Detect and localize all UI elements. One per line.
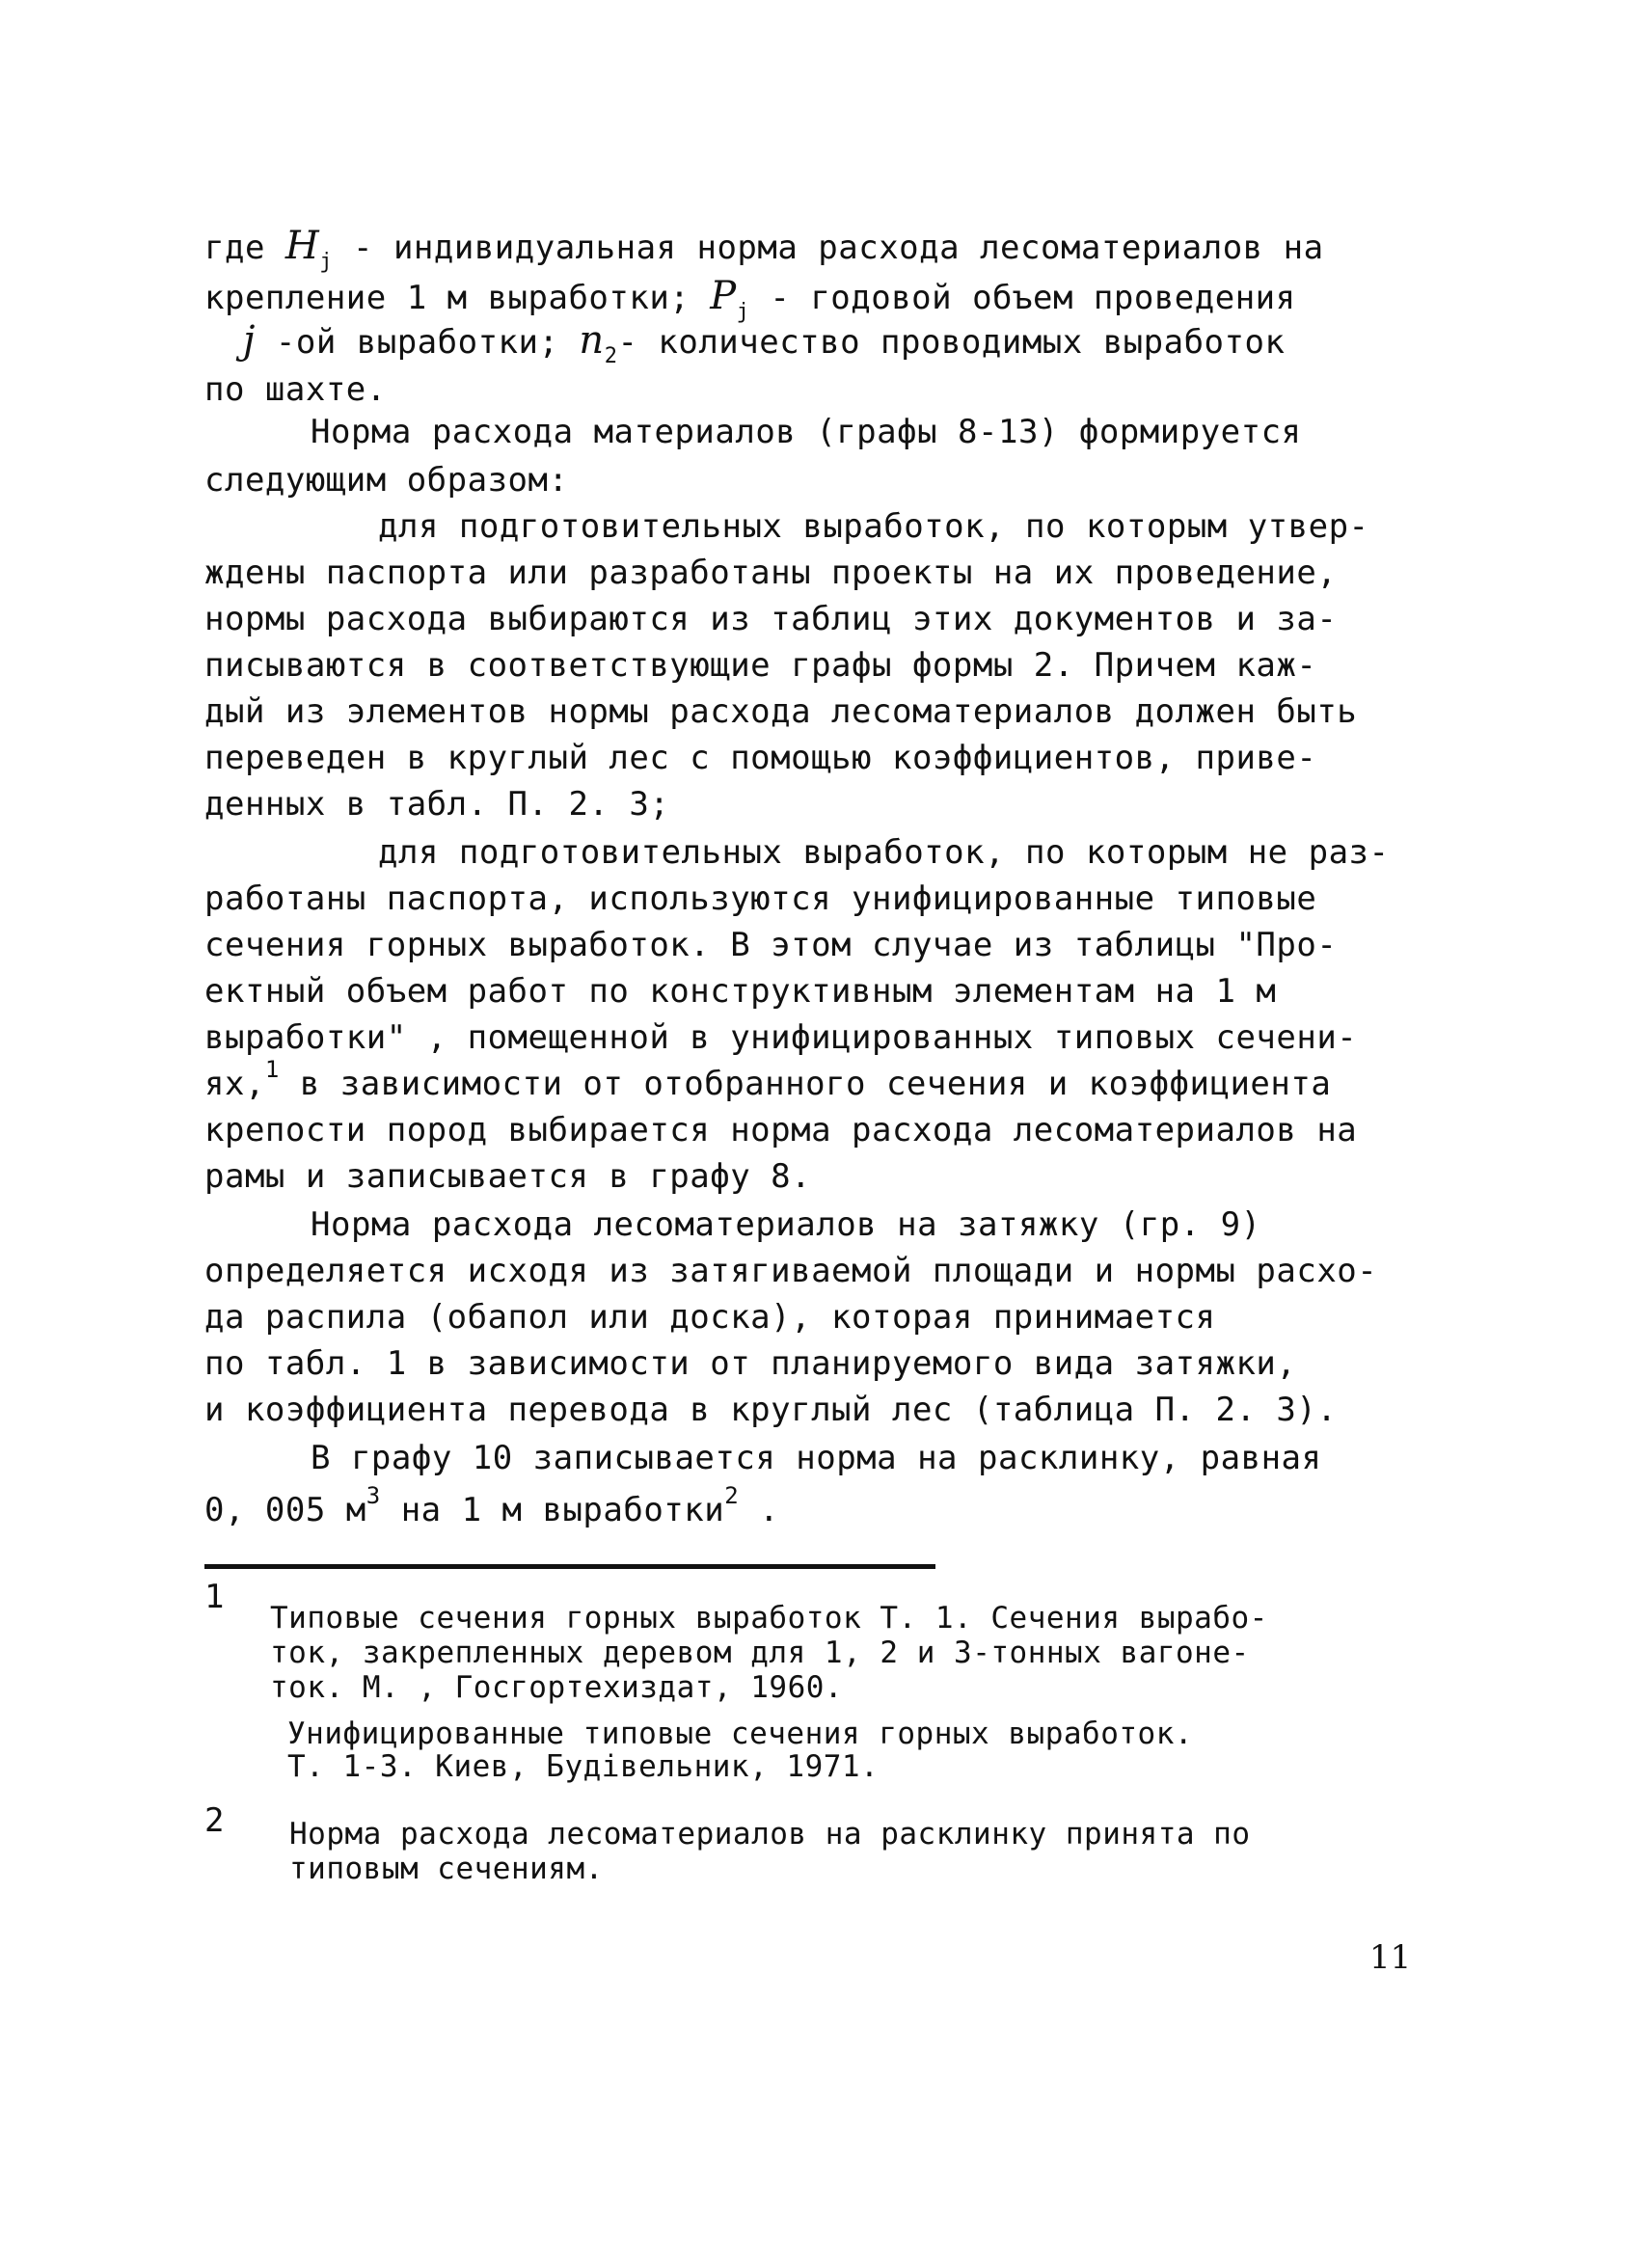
footnote-ref-2: 2 — [724, 1482, 740, 1509]
page-number: 11 — [1369, 1938, 1412, 1977]
body-line-5: Норма расхода материалов (графы 8-13) формируется — [311, 413, 1302, 451]
body-line-27: В графу 10 записывается норма на расклинку, равная — [311, 1439, 1322, 1477]
body-line-21: рамы и записывается в графу 8. — [204, 1157, 812, 1196]
body-line-2: крепление 1 м выработки; $P_j$ - годовой объем проведения — [204, 274, 1296, 324]
body-line-14: для подготовительных выработок, по которым не раз- — [378, 833, 1390, 872]
body-line-4: по шахте. — [204, 370, 387, 409]
body-line-22: Норма расхода лесоматериалов на затяжку (гр. 9) — [311, 1205, 1261, 1244]
body-line-20: крепости пород выбирается норма расхода лесоматериалов на — [204, 1111, 1358, 1149]
footnote-1-mark: 1 — [204, 1578, 225, 1616]
body-line-9: нормы расхода выбираются из таблиц этих документов и за- — [204, 600, 1338, 638]
symbol-H: H — [284, 224, 320, 268]
body-line-10: писываются в соответствующие графы формы 2. Причем каж- — [204, 646, 1317, 685]
body-line-28: 0, 005 $м^3$ на 1 м выработки$^2$ . — [204, 1482, 780, 1529]
body-line-16: сечения горных выработок. В этом случае из таблицы "Про- — [204, 926, 1338, 964]
symbol-P: P — [710, 274, 737, 318]
footnote-ref-1: 1 — [264, 1056, 280, 1083]
footnote-2-line-1: Норма расхода лесоматериалов на расклинку принята по — [289, 1817, 1251, 1852]
footnote-1-line-1: Типовые сечения горных выработок Т. 1. Сечения вырабо- — [270, 1601, 1268, 1636]
body-line-26: и коэффициента перевода в круглый лес (таблица П. 2. 3). — [204, 1391, 1338, 1429]
body-line-12: переведен в круглый лес с помощью коэффициентов, приве- — [204, 739, 1317, 777]
body-line-1: где $H_j$ - индивидуальная норма расхода лесоматериалов на — [204, 224, 1324, 274]
body-line-19: ях,$^1$ в зависимости от отобранного сечения и коэффициента — [204, 1056, 1332, 1103]
superscript-3: 3 — [366, 1482, 381, 1509]
body-line-17: ектный объем работ по конструктивным элементам на 1 м — [204, 972, 1277, 1011]
symbol-n: n — [579, 318, 605, 363]
body-line-11: дый из элементов нормы расхода лесоматериалов должен быть — [204, 692, 1358, 731]
footnote-rule — [204, 1564, 935, 1569]
body-line-23: определяется исходя из затягиваемой площади и нормы расхо- — [204, 1252, 1378, 1290]
body-line-6: следующим образом: — [204, 461, 569, 500]
footnote-1-line-5: Т. 1-3. Киев, Будiвельник, 1971. — [287, 1749, 880, 1784]
body-line-8: ждены паспорта или разработаны проекты на их проведение, — [204, 554, 1338, 592]
body-line-18: выработки" , помещенной в унифицированных типовых сечени- — [204, 1018, 1358, 1057]
body-line-7: для подготовительных выработок, по которым утвер- — [378, 507, 1369, 546]
body-line-25: по табл. 1 в зависимости от планируемого вида затяжки, — [204, 1344, 1297, 1383]
footnote-1-line-2: ток, закрепленных деревом для 1, 2 и 3-тонных вагоне- — [270, 1636, 1250, 1670]
footnote-2-line-2: типовым сечениям. — [289, 1852, 604, 1886]
footnote-1-line-4: Унифицированные типовые сечения горных выработок. — [287, 1717, 1194, 1751]
symbol-j: j — [243, 318, 256, 363]
footnote-1-line-3: ток. М. , Госгортехиздат, 1960. — [270, 1670, 844, 1705]
body-line-13: денных в табл. П. 2. 3; — [204, 785, 670, 824]
footnote-2-mark: 2 — [204, 1801, 225, 1840]
body-line-24: да распила (обапол или доска), которая принимается — [204, 1298, 1216, 1337]
body-line-15: работаны паспорта, используются унифицированные типовые — [204, 879, 1317, 918]
body-line-3: j -ой выработки; $n_2-$ количество проводимых выработок — [243, 318, 1286, 368]
